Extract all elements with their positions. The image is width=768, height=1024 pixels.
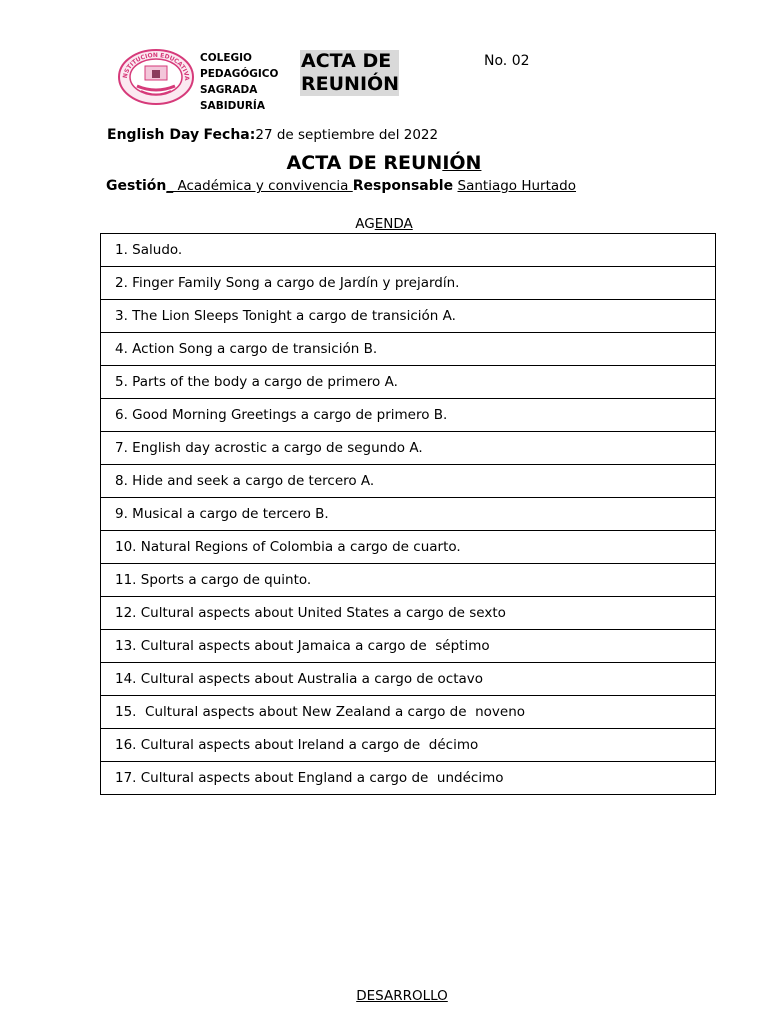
school-name-line-4: SABIDURÍA xyxy=(200,100,265,112)
school-name xyxy=(200,50,290,114)
table-row xyxy=(101,630,716,663)
document-number: No. 02 xyxy=(484,53,530,69)
table-row xyxy=(101,498,716,531)
school-name-line-1: COLEGIO xyxy=(200,52,252,64)
main-title-underlined: IÓN xyxy=(442,152,482,174)
date-value: 27 de septiembre del 2022 xyxy=(255,127,439,143)
gestion-value: _ Académica y convivencia xyxy=(166,178,353,194)
event-date-line xyxy=(107,127,438,143)
agenda-item: 8. Hide and seek a cargo de tercero A. xyxy=(101,465,716,498)
responsable-value: Santiago Hurtado xyxy=(457,178,577,194)
agenda-item: 15. Cultural aspects about New Zealand a cargo de noveno xyxy=(101,696,716,729)
agenda-heading-prefix: AG xyxy=(355,216,375,232)
table-row xyxy=(101,762,716,795)
table-row xyxy=(101,729,716,762)
main-title-text: ACTA DE REUN xyxy=(286,152,443,174)
main-title xyxy=(0,152,768,174)
table-row xyxy=(101,300,716,333)
table-row xyxy=(101,234,716,267)
table-row xyxy=(101,597,716,630)
agenda-item: 5. Parts of the body a cargo de primero A. xyxy=(101,366,716,399)
agenda-item: 16. Cultural aspects about Ireland a cargo de décimo xyxy=(101,729,716,762)
agenda-item: 1. Saludo. xyxy=(101,234,716,267)
header-title-line-2: REUNIÓN xyxy=(301,73,400,95)
agenda-item: 14. Cultural aspects about Australia a cargo de octavo xyxy=(101,663,716,696)
agenda-item: 12. Cultural aspects about United States a cargo de sexto xyxy=(101,597,716,630)
agenda-item: 7. English day acrostic a cargo de segundo A. xyxy=(101,432,716,465)
agenda-item: 3. The Lion Sleeps Tonight a cargo de transición A. xyxy=(101,300,716,333)
table-row xyxy=(101,531,716,564)
agenda-heading xyxy=(0,216,768,232)
agenda-item: 4. Action Song a cargo de transición B. xyxy=(101,333,716,366)
agenda-item: 13. Cultural aspects about Jamaica a cargo de séptimo xyxy=(101,630,716,663)
agenda-item: 10. Natural Regions of Colombia a cargo de cuarto. xyxy=(101,531,716,564)
school-name-line-3: SAGRADA xyxy=(200,84,258,96)
agenda-item: 2. Finger Family Song a cargo de Jardín y prejardín. xyxy=(101,267,716,300)
date-label: Fecha: xyxy=(203,127,256,143)
agenda-item: 6. Good Morning Greetings a cargo de primero B. xyxy=(101,399,716,432)
table-row xyxy=(101,663,716,696)
table-row xyxy=(101,564,716,597)
gestion-line xyxy=(106,178,576,194)
table-row xyxy=(101,465,716,498)
agenda-item: 17. Cultural aspects about England a cargo de undécimo xyxy=(101,762,716,795)
table-row xyxy=(101,267,716,300)
header-title xyxy=(300,50,399,96)
table-row xyxy=(101,333,716,366)
agenda-item: 9. Musical a cargo de tercero B. xyxy=(101,498,716,531)
gestion-label: Gestión xyxy=(106,178,167,194)
agenda-item: 11. Sports a cargo de quinto. xyxy=(101,564,716,597)
responsable-label: Responsable xyxy=(352,178,454,194)
school-name-line-2: PEDAGÓGICO xyxy=(200,68,279,80)
school-seal-logo xyxy=(117,48,195,106)
seal-text: NSTITUCION EDUCATIVA xyxy=(121,51,191,81)
table-row xyxy=(101,696,716,729)
agenda-heading-underlined: ENDA xyxy=(374,216,413,232)
table-row xyxy=(101,366,716,399)
event-name: English Day xyxy=(107,127,200,143)
header-title-line-1: ACTA DE xyxy=(301,50,392,72)
agenda-table xyxy=(100,233,716,795)
desarrollo-heading: DESARROLLO xyxy=(356,988,448,1004)
table-row xyxy=(101,432,716,465)
table-row xyxy=(101,399,716,432)
